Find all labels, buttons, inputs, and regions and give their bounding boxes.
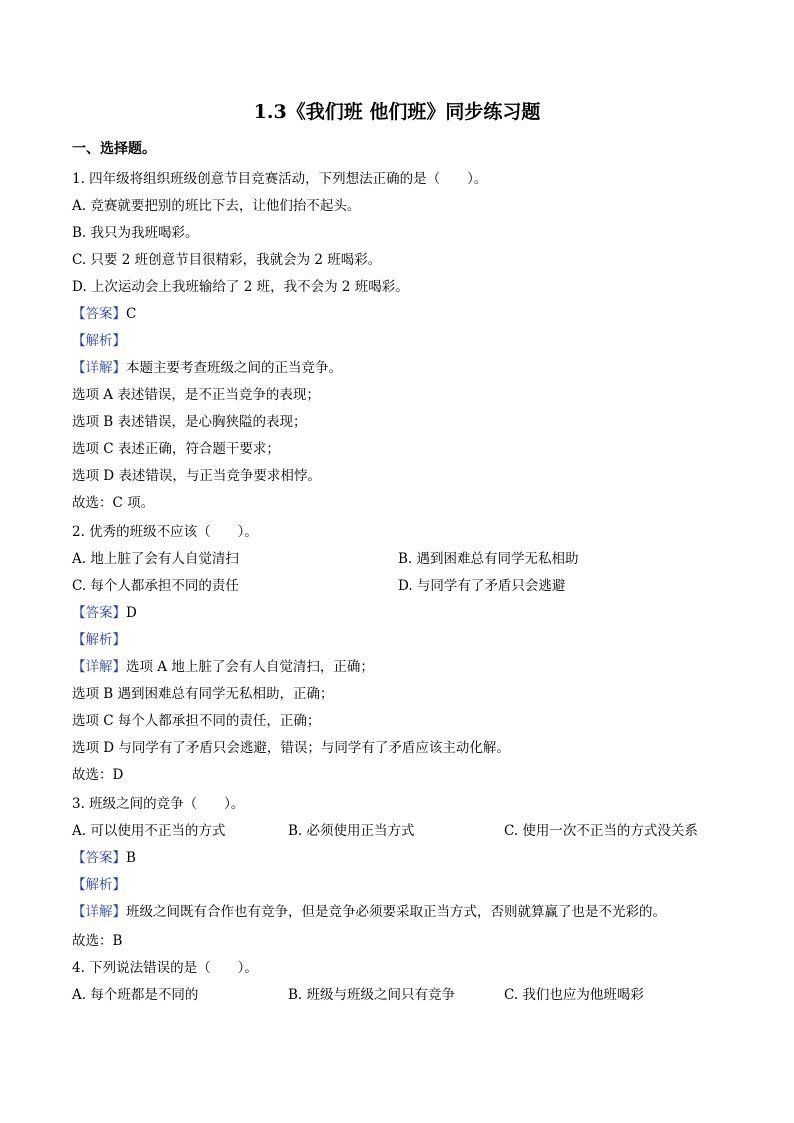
q2-analysis (72, 630, 126, 650)
answer-value: D (126, 605, 137, 621)
q1-line: 选项 C 表述正确，符合题干要求； (72, 441, 280, 457)
q2-option-row-1 (72, 549, 579, 569)
q4-option-b: B. 班级与班级之间只有竞争 (288, 987, 456, 1003)
q2-answer (72, 603, 137, 623)
detail-tag: 【详解】 (72, 360, 126, 376)
q2-line: 选项 C 每个人都承担不同的责任，正确； (72, 713, 321, 729)
answer-tag: 【答案】 (72, 605, 126, 621)
q1-stem: 1. 四年级将组织班级创意节目竞赛活动，下列想法正确的是（ ）。 (72, 171, 488, 187)
q4-option-a: A. 每个班都是不同的 (72, 987, 199, 1003)
q3-option-a: A. 可以使用不正当的方式 (72, 823, 226, 839)
section-heading: 一、选择题。 (72, 141, 156, 157)
detail-tag: 【详解】 (72, 659, 126, 675)
q2-option-a: A. 地上脏了会有人自觉清扫 (72, 551, 239, 567)
q1-option-c: C. 只要 2 班创意节目很精彩，我就会为 2 班喝彩。 (72, 252, 382, 268)
detail-tag: 【详解】 (72, 904, 126, 920)
answer-tag: 【答案】 (72, 850, 126, 866)
answer-value: B (126, 850, 136, 866)
document-title: 1.3《我们班 他们班》同步练习题 (253, 101, 541, 123)
q3-analysis (72, 875, 126, 895)
q2-line: 选项 B 遇到困难总有同学无私相助，正确； (72, 686, 334, 702)
q1-conclusion: 故选：C 项。 (72, 495, 155, 511)
detail-text: 班级之间既有合作也有竞争，但是竞争必须要采取正当方式，否则就算赢了也是不光彩的。 (126, 904, 666, 920)
answer-tag: 【答案】 (72, 306, 126, 322)
q4-option-c: C. 我们也应为他班喝彩 (504, 987, 644, 1003)
detail-text: 本题主要考查班级之间的正当竞争。 (126, 360, 342, 376)
q1-line: 选项 A 表述错误，是不正当竞争的表现； (72, 387, 320, 403)
q3-option-c: C. 使用一次不正当的方式没关系 (504, 823, 698, 839)
q2-conclusion: 故选：D (72, 767, 124, 783)
q1-answer (72, 304, 136, 324)
q2-line: 选项 D 与同学有了矛盾只会逃避，错误；与同学有了矛盾应该主动化解。 (72, 740, 510, 756)
q3-option-row (72, 821, 698, 841)
q2-option-c: C. 每个人都承担不同的责任 (72, 578, 239, 594)
detail-text: 选项 A 地上脏了会有人自觉清扫，正确； (126, 659, 374, 675)
q2-detail (72, 657, 374, 677)
answer-value: C (126, 306, 137, 322)
q1-analysis (72, 331, 126, 351)
q3-detail (72, 902, 666, 922)
q4-stem: 4. 下列说法错误的是（ ）。 (72, 960, 258, 976)
q3-option-b: B. 必须使用正当方式 (288, 823, 415, 839)
analysis-tag: 【解析】 (72, 632, 126, 648)
analysis-tag: 【解析】 (72, 877, 126, 893)
q1-option-a: A. 竞赛就要把别的班比下去，让他们抬不起头。 (72, 198, 361, 214)
q1-line: 选项 D 表述错误，与正当竞争要求相悖。 (72, 468, 321, 484)
q1-option-d: D. 上次运动会上我班输给了 2 班，我不会为 2 班喝彩。 (72, 279, 409, 295)
analysis-tag: 【解析】 (72, 333, 126, 349)
q3-conclusion: 故选：B (72, 933, 123, 949)
q1-detail (72, 358, 342, 378)
q4-option-row (72, 985, 644, 1005)
q3-answer (72, 848, 136, 868)
q2-stem: 2. 优秀的班级不应该（ ）。 (72, 524, 258, 540)
q2-option-b: B. 遇到困难总有同学无私相助 (398, 551, 579, 567)
q1-option-b: B. 我只为我班喝彩。 (72, 225, 199, 241)
q2-option-d: D. 与同学有了矛盾只会逃避 (398, 578, 566, 594)
q1-line: 选项 B 表述错误，是心胸狭隘的表现； (72, 414, 307, 430)
q3-stem: 3. 班级之间的竞争（ ）。 (72, 796, 245, 812)
q2-option-row-2 (72, 576, 566, 596)
